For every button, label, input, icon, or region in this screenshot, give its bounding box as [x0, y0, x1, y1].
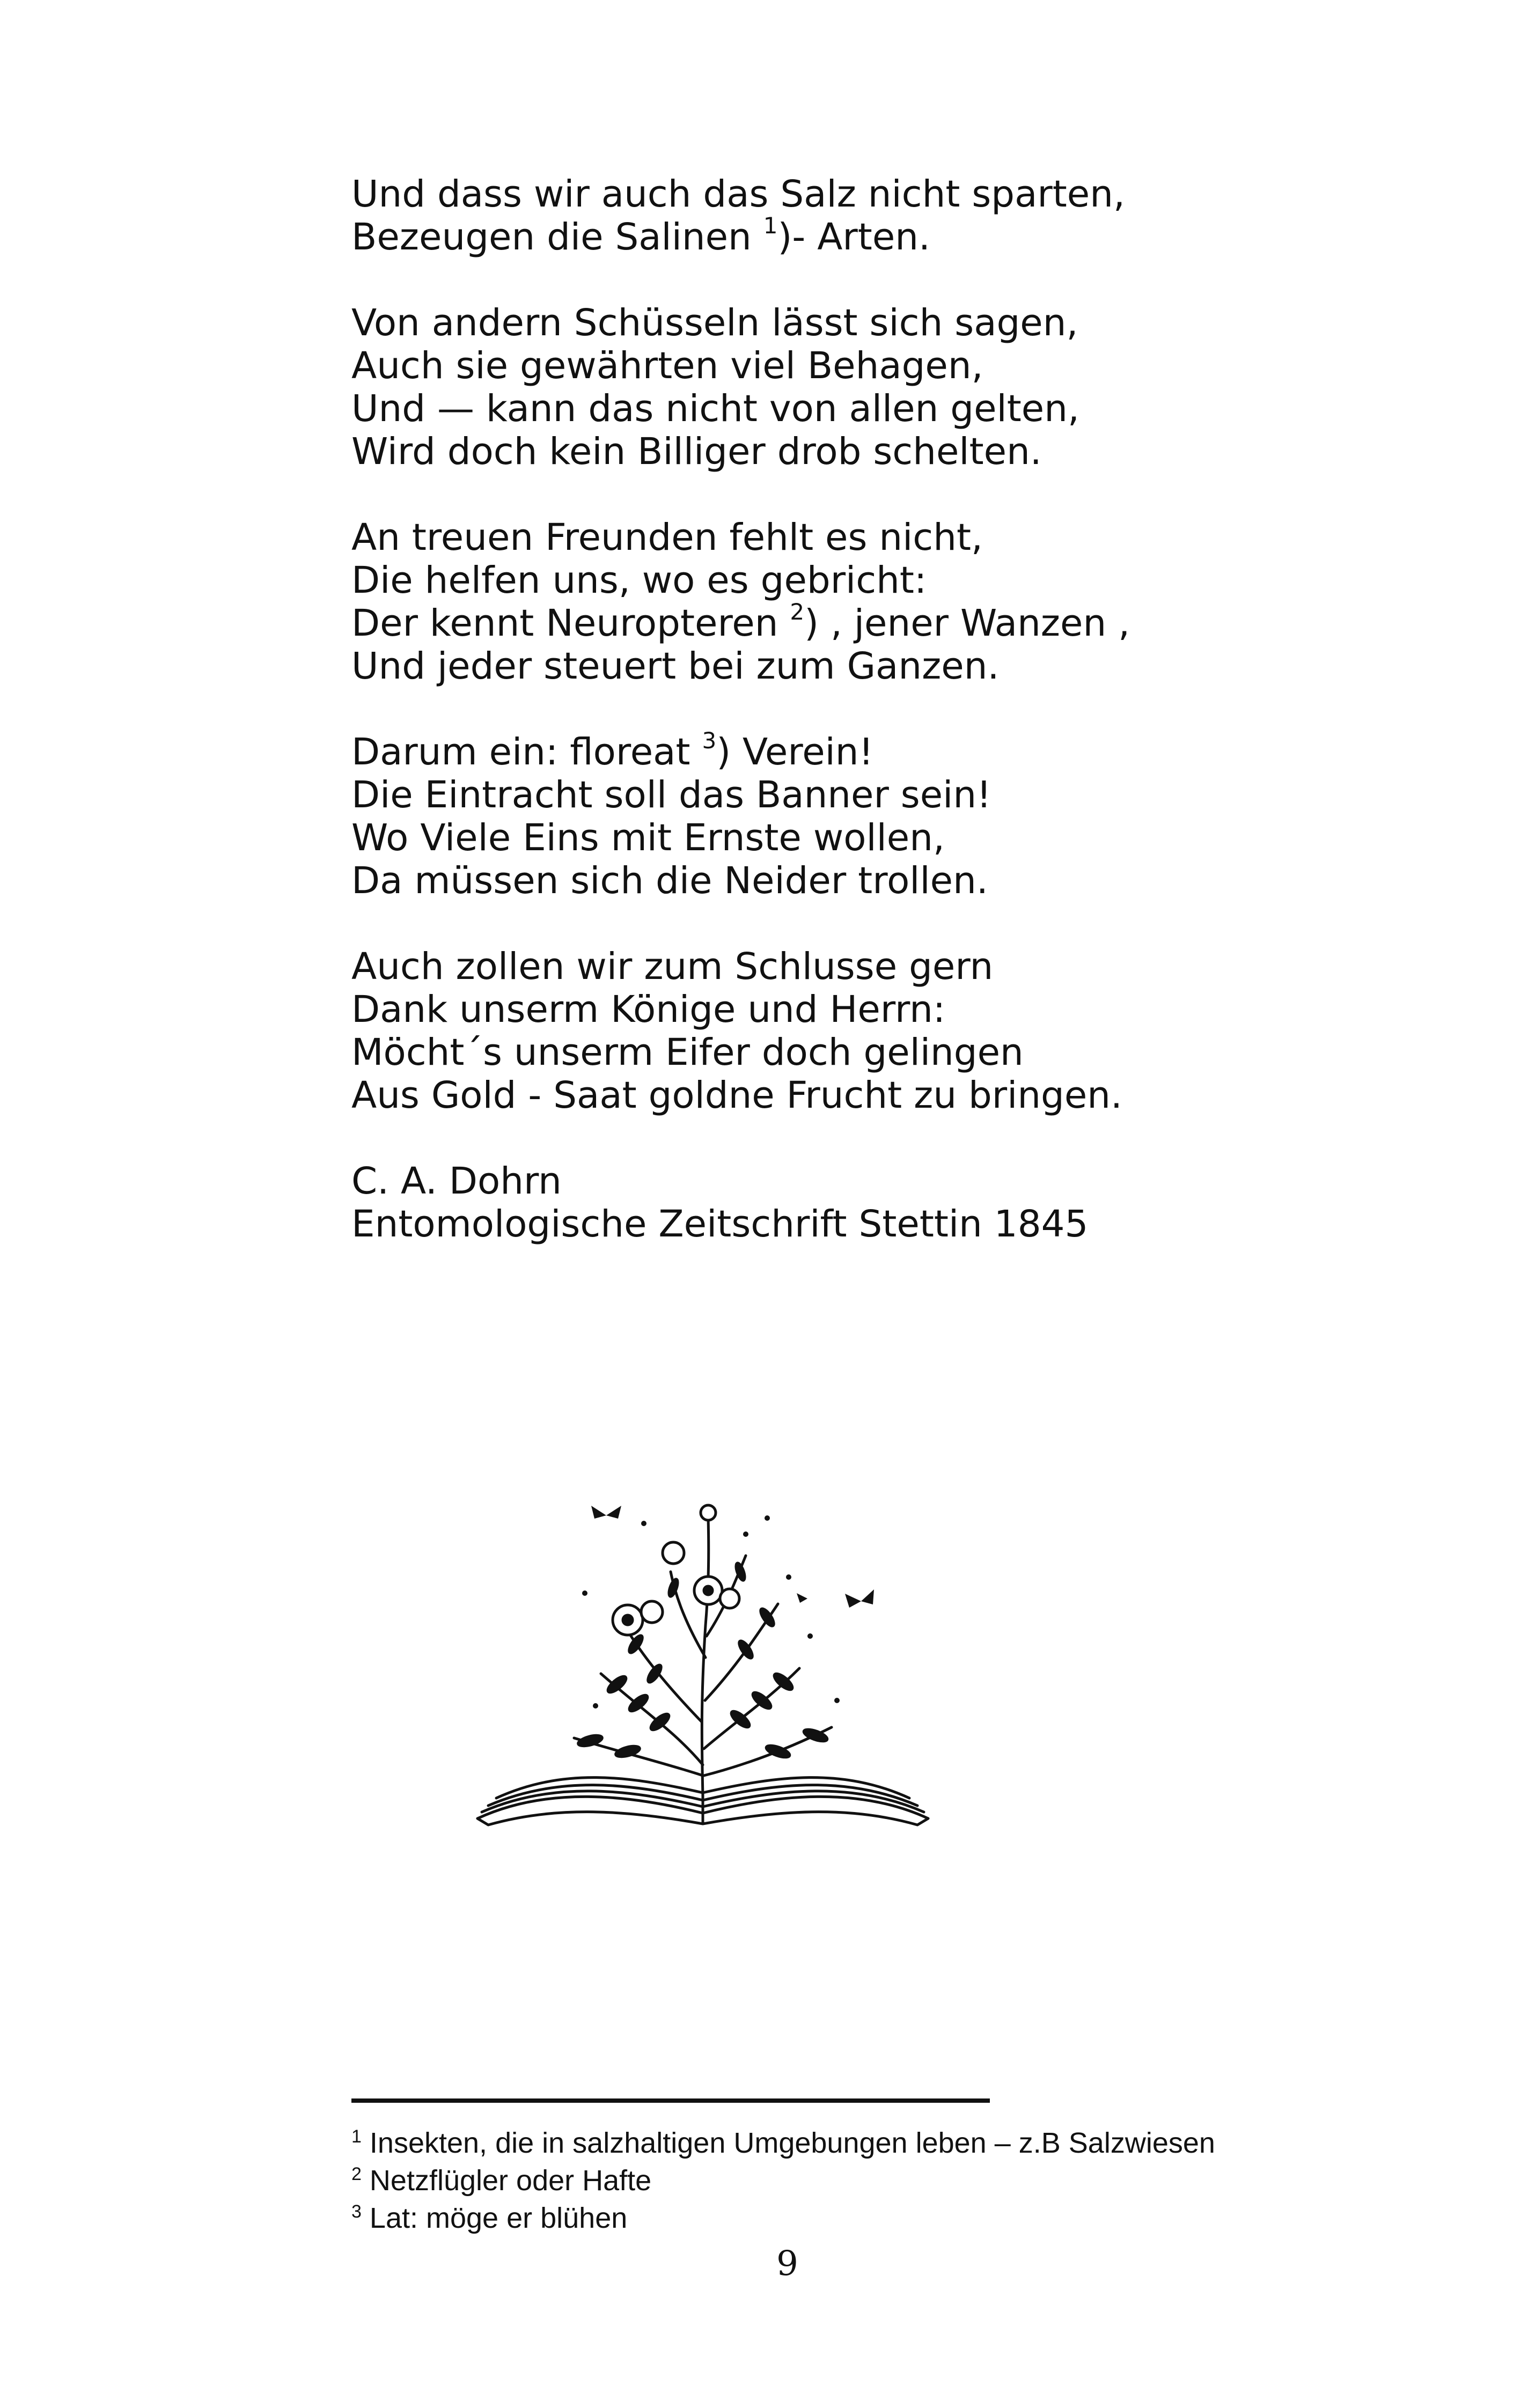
footnote-1 [351, 2124, 1424, 2162]
poem-line [351, 599, 1371, 645]
poem-line [351, 727, 1371, 774]
open-book-with-flowers-and-butterflies-icon [467, 1497, 939, 1840]
poem-line: Dank unserm Könige und Herrn: [351, 988, 946, 1031]
signature [351, 1160, 1371, 1246]
page-number: 9 [776, 2244, 798, 2284]
footnote-text: Netzflügler oder Hafte [361, 2164, 652, 2197]
poem-line [351, 212, 1371, 259]
footnote-ref: 3 [702, 727, 717, 754]
footnote-number: 3 [351, 2201, 362, 2222]
line-text: Bezeugen die Salinen [351, 216, 763, 259]
poem-line: Wo Viele Eins mit Ernste wollen, [351, 816, 945, 859]
stanza-5 [351, 945, 1371, 1117]
stanza-1 [351, 173, 1371, 259]
footnote-number: 2 [351, 2164, 362, 2184]
line-text: )- Arten. [777, 216, 930, 259]
poem-line: Möcht´s unserm Eifer doch gelingen [351, 1031, 1024, 1074]
line-text: Der kennt Neuropteren [351, 602, 790, 645]
poem-line: Und dass wir auch das Salz nicht sparten, [351, 173, 1125, 216]
stanza-4 [351, 727, 1371, 902]
poem-line: Da müssen sich die Neider trollen. [351, 859, 988, 902]
stanza-3 [351, 516, 1371, 688]
poem-line: Aus Gold - Saat goldne Frucht zu bringen. [351, 1074, 1122, 1117]
poem-line: Die Eintracht soll das Banner sein! [351, 774, 991, 816]
footnote-3 [351, 2199, 1424, 2237]
poem-line: Die helfen uns, wo es gebricht: [351, 559, 927, 602]
footnotes [351, 2124, 1424, 2237]
poem-line: Auch zollen wir zum Schlusse gern [351, 945, 994, 988]
line-text: ) , jener Wanzen , [804, 602, 1130, 645]
poem-line: Auch sie gewährten viel Behagen, [351, 344, 983, 387]
poem-line: An treuen Freunden fehlt es nicht, [351, 516, 983, 559]
poem-line: Wird doch kein Billiger drob schelten. [351, 430, 1042, 473]
footnote-ref: 2 [790, 599, 805, 625]
stanza-2 [351, 301, 1371, 473]
line-text: Darum ein: floreat [351, 731, 702, 774]
footnote-ref: 1 [763, 212, 778, 239]
footnote-divider [351, 2098, 990, 2103]
source: Entomologische Zeitschrift Stettin 1845 [351, 1203, 1089, 1246]
poem-line: Und — kann das nicht von allen gelten, [351, 387, 1079, 430]
line-text: ) Verein! [716, 731, 874, 774]
poem-line: Von andern Schüsseln lässt sich sagen, [351, 301, 1078, 344]
footnote-2 [351, 2162, 1424, 2199]
footnote-text: Lat: möge er blühen [361, 2202, 628, 2234]
poem-line: Und jeder steuert bei zum Ganzen. [351, 645, 1000, 688]
footnote-text: Insekten, die in salzhaltigen Umgebungen leben – z.B Salzwiesen [361, 2127, 1215, 2159]
footnote-number: 1 [351, 2126, 362, 2147]
poem [351, 173, 1371, 1246]
author: C. A. Dohrn [351, 1160, 562, 1203]
